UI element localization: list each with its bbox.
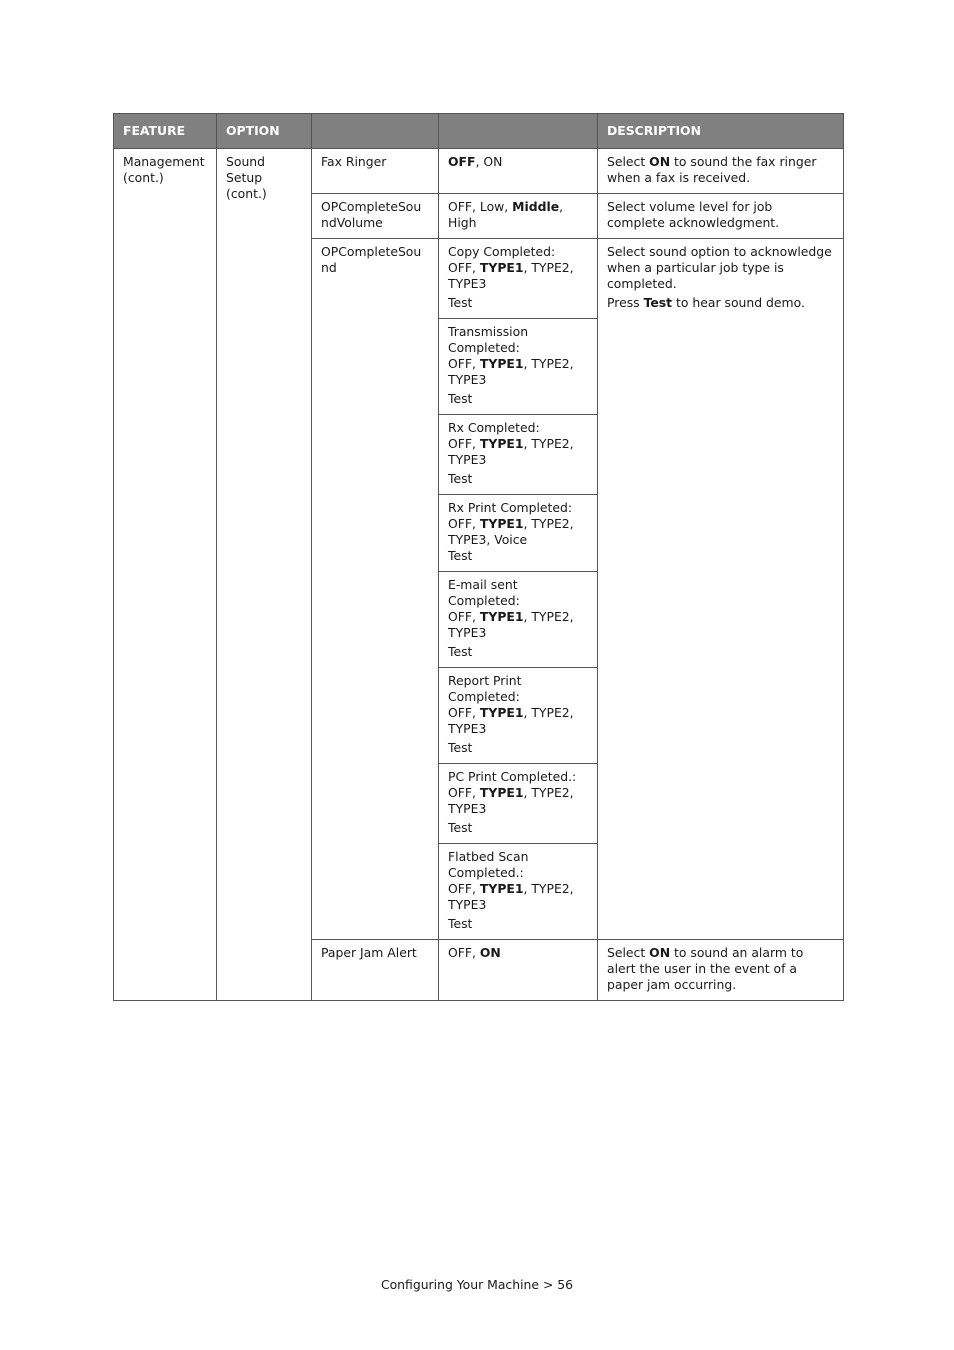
sound-item-test: Test	[448, 644, 473, 659]
desc-text: Press	[607, 295, 644, 310]
value-text: , TYPE2, TYPE3	[448, 436, 574, 467]
value-bold: ON	[479, 945, 501, 960]
sound-item	[439, 844, 598, 940]
sound-item-test: Test	[448, 916, 473, 931]
setting-description	[598, 149, 844, 194]
sound-item-values	[448, 516, 588, 548]
value-text: OFF,	[448, 609, 480, 624]
sound-item-label: Flatbed Scan Completed.:	[448, 849, 529, 880]
setting-name: OPCompleteSoundVolume	[312, 194, 439, 239]
sound-item-label: E-mail sent Completed:	[448, 577, 520, 608]
setting-description: Select volume level for job complete acknowledgment.	[598, 194, 844, 239]
value-text: , TYPE2, TYPE3	[448, 785, 574, 816]
sound-item-test: Test	[448, 295, 473, 310]
setting-description	[598, 239, 844, 940]
value-text: OFF, Low,	[448, 199, 513, 214]
setting-name: Paper Jam Alert	[312, 940, 439, 1001]
value-bold: TYPE1	[479, 609, 524, 624]
value-text: OFF,	[448, 785, 480, 800]
desc-text: to sound the fax ringer when a fax is received.	[607, 154, 817, 185]
sound-item-label: Copy Completed:	[448, 244, 556, 259]
sound-item	[439, 239, 598, 319]
sound-item-test: Test	[448, 740, 473, 755]
sound-item-test: Test	[448, 391, 473, 406]
value-bold: Middle	[512, 199, 560, 214]
value-bold: OFF	[448, 154, 476, 169]
value-text: , TYPE2, TYPE3	[448, 609, 574, 640]
sound-item	[439, 495, 598, 572]
table-row	[114, 149, 844, 194]
sound-item	[439, 668, 598, 764]
desc-bold: ON	[649, 945, 671, 960]
sound-item	[439, 764, 598, 844]
option-cell: Sound Setup (cont.)	[217, 149, 312, 1001]
header-feature: FEATURE	[114, 114, 217, 149]
value-text: OFF,	[448, 705, 480, 720]
value-bold: TYPE1	[479, 436, 524, 451]
desc-text: to sound an alarm to alert the user in the event of a paper jam occurring.	[607, 945, 804, 992]
sound-item-values	[448, 881, 588, 913]
desc-text: to hear sound demo.	[672, 295, 805, 310]
value-text: OFF,	[448, 881, 480, 896]
header-description: DESCRIPTION	[598, 114, 844, 149]
desc-line	[607, 295, 834, 311]
sound-item-label: Transmission Completed:	[448, 324, 529, 355]
value-text: OFF,	[448, 516, 480, 531]
sound-item-values	[448, 356, 588, 388]
menu-settings-table	[113, 113, 844, 1001]
value-text: , TYPE2, TYPE3	[448, 881, 574, 912]
sound-item-label: Rx Completed:	[448, 420, 540, 435]
header-values	[439, 114, 598, 149]
setting-name: OPCompleteSound	[312, 239, 439, 940]
sound-item-values	[448, 260, 588, 292]
sound-item-values	[448, 785, 588, 817]
value-text: OFF,	[448, 356, 480, 371]
value-text: , High	[448, 199, 564, 230]
value-text: , TYPE2, TYPE3, Voice	[448, 516, 574, 547]
sound-item	[439, 415, 598, 495]
value-bold: TYPE1	[479, 260, 524, 275]
sound-item-label: Rx Print Completed:	[448, 500, 573, 515]
setting-name: Fax Ringer	[312, 149, 439, 194]
value-text: OFF,	[448, 436, 480, 451]
sound-item-values	[448, 705, 588, 737]
desc-line: Select sound option to acknowledge when a particular job type is completed.	[607, 244, 832, 291]
setting-description	[598, 940, 844, 1001]
value-bold: TYPE1	[479, 705, 524, 720]
value-text: , TYPE2, TYPE3	[448, 705, 574, 736]
setting-values	[439, 149, 598, 194]
table-header-row	[114, 114, 844, 149]
desc-bold: ON	[649, 154, 671, 169]
sound-item-values	[448, 609, 588, 641]
sound-item-test: Test	[448, 820, 473, 835]
sound-item	[439, 319, 598, 415]
value-text: , TYPE2, TYPE3	[448, 356, 574, 387]
sound-item-test: Test	[448, 471, 473, 486]
value-bold: TYPE1	[479, 785, 524, 800]
sound-item-test: Test	[448, 548, 473, 563]
value-text: OFF,	[448, 260, 480, 275]
value-bold: TYPE1	[479, 881, 524, 896]
sound-item-label: Report Print Completed:	[448, 673, 522, 704]
sound-item	[439, 572, 598, 668]
desc-text: Select	[607, 154, 650, 169]
value-text: OFF,	[448, 945, 480, 960]
desc-text: Select	[607, 945, 650, 960]
feature-cell: Management (cont.)	[114, 149, 217, 1001]
value-bold: TYPE1	[479, 356, 524, 371]
page-footer: Configuring Your Machine > 56	[380, 1277, 574, 1292]
value-text: , TYPE2, TYPE3	[448, 260, 574, 291]
value-text: , ON	[475, 154, 503, 169]
value-bold: TYPE1	[479, 516, 524, 531]
setting-values	[439, 194, 598, 239]
setting-values	[439, 940, 598, 1001]
header-option: OPTION	[217, 114, 312, 149]
desc-bold: Test	[643, 295, 673, 310]
header-setting	[312, 114, 439, 149]
sound-item-label: PC Print Completed.:	[448, 769, 577, 784]
sound-item-values	[448, 436, 588, 468]
